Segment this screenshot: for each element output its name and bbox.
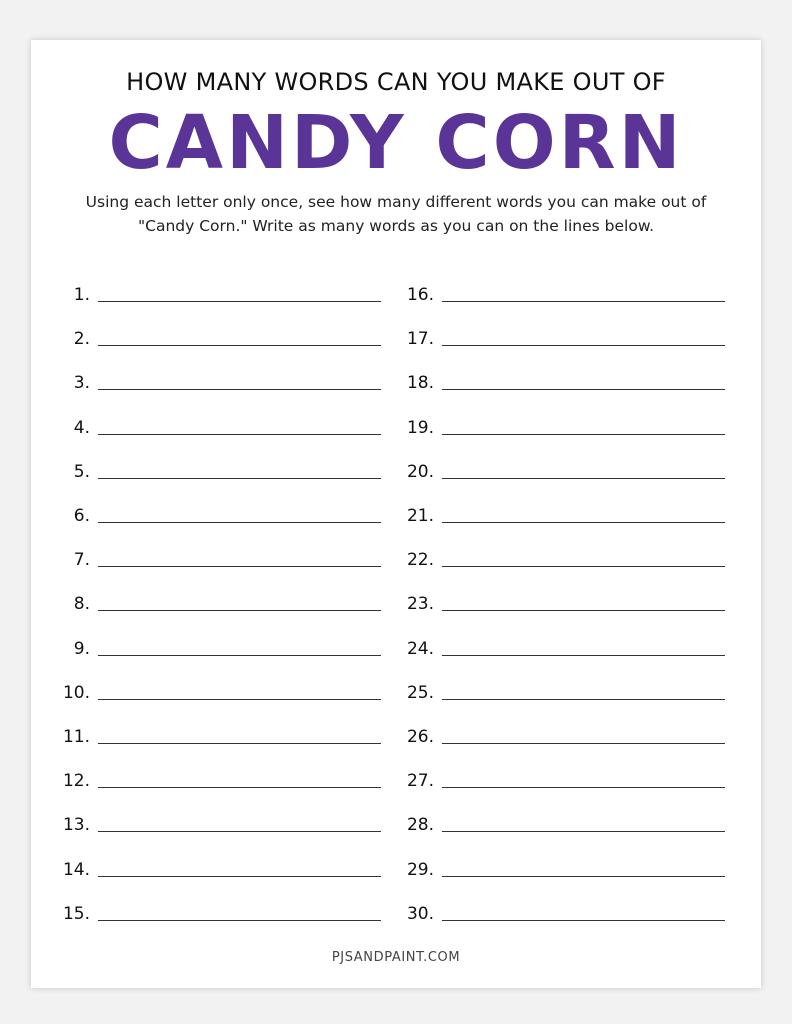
answer-row xyxy=(50,413,390,443)
answer-number: 3. xyxy=(73,373,90,394)
answer-number: 1. xyxy=(73,285,90,305)
answer-number: 10. xyxy=(62,682,90,703)
answer-number: 13. xyxy=(62,815,90,836)
answer-line[interactable] xyxy=(98,610,381,611)
answer-row xyxy=(50,899,390,929)
answer-line[interactable] xyxy=(98,699,381,700)
answer-number: 8. xyxy=(73,594,90,615)
answer-number: 14. xyxy=(62,859,90,880)
answer-line[interactable] xyxy=(98,743,381,744)
answer-row xyxy=(394,324,734,354)
answer-number: 18. xyxy=(406,373,434,394)
answer-number: 11. xyxy=(62,727,90,747)
answer-line[interactable] xyxy=(442,434,725,435)
answer-row xyxy=(50,810,390,840)
instructions xyxy=(71,190,721,238)
answer-line[interactable] xyxy=(98,655,381,656)
answer-row xyxy=(394,413,734,443)
answer-row xyxy=(50,589,390,619)
answer-row xyxy=(50,324,390,354)
answer-row xyxy=(394,634,734,664)
answer-line[interactable] xyxy=(442,699,725,700)
answer-number: 27. xyxy=(406,771,434,792)
answer-number: 2. xyxy=(73,329,90,350)
answer-number: 28. xyxy=(406,815,434,836)
answer-row xyxy=(50,368,390,398)
answer-row xyxy=(50,855,390,885)
answer-line[interactable] xyxy=(98,301,381,302)
answer-line[interactable] xyxy=(98,831,381,832)
answer-row xyxy=(50,634,390,664)
answer-row xyxy=(394,855,734,885)
answer-row xyxy=(50,545,390,575)
answer-line[interactable] xyxy=(98,787,381,788)
answer-line[interactable] xyxy=(442,478,725,479)
answer-line[interactable] xyxy=(98,566,381,567)
answer-line[interactable] xyxy=(98,434,381,435)
answer-number: 25. xyxy=(406,682,434,703)
answer-line[interactable] xyxy=(442,301,725,302)
answer-line[interactable] xyxy=(442,787,725,788)
worksheet-heading: HOW MANY WORDS CAN YOU MAKE OUT OF xyxy=(126,68,666,96)
answer-line[interactable] xyxy=(442,831,725,832)
answer-row xyxy=(50,678,390,708)
answer-row xyxy=(394,457,734,487)
answer-line[interactable] xyxy=(442,743,725,744)
answer-line[interactable] xyxy=(98,389,381,390)
answer-row xyxy=(394,899,734,929)
answer-number: 24. xyxy=(406,638,434,659)
answer-number: 9. xyxy=(73,638,90,659)
answer-row xyxy=(394,589,734,619)
answer-row xyxy=(50,766,390,796)
answer-number: 22. xyxy=(406,550,434,571)
answer-row xyxy=(394,722,734,752)
answer-number: 21. xyxy=(406,506,434,526)
answer-line[interactable] xyxy=(442,522,725,523)
answer-line[interactable] xyxy=(98,876,381,877)
answer-row xyxy=(50,280,390,310)
answer-line[interactable] xyxy=(442,610,725,611)
answer-line[interactable] xyxy=(442,920,725,921)
answer-number: 7. xyxy=(73,550,90,571)
instructions-line-2: "Candy Corn." Write as many words as you can on the lines below. xyxy=(138,217,654,235)
answer-line[interactable] xyxy=(98,478,381,479)
answer-line[interactable] xyxy=(442,389,725,390)
answer-number: 15. xyxy=(62,903,90,924)
answer-number: 26. xyxy=(406,727,434,747)
answer-number: 19. xyxy=(406,417,434,438)
answer-number: 5. xyxy=(73,461,90,482)
answer-row xyxy=(394,766,734,796)
answer-number: 6. xyxy=(73,506,90,526)
answer-line[interactable] xyxy=(442,876,725,877)
footer-site: PJSANDPAINT.COM xyxy=(331,950,461,965)
answer-number: 20. xyxy=(406,461,434,482)
answer-number: 17. xyxy=(406,329,434,350)
answer-line[interactable] xyxy=(98,522,381,523)
answer-number: 29. xyxy=(406,859,434,880)
answer-line[interactable] xyxy=(442,345,725,346)
answer-number: 23. xyxy=(406,594,434,615)
worksheet-page xyxy=(31,40,761,988)
answer-number: 12. xyxy=(62,771,90,792)
answer-row xyxy=(50,457,390,487)
answer-row xyxy=(394,678,734,708)
answer-line[interactable] xyxy=(98,345,381,346)
answer-row xyxy=(394,501,734,531)
answer-line[interactable] xyxy=(98,920,381,921)
answer-row xyxy=(394,810,734,840)
worksheet-title: CANDY CORN xyxy=(108,100,684,186)
answer-number: 30. xyxy=(406,903,434,924)
answer-number: 16. xyxy=(406,285,434,305)
answer-line[interactable] xyxy=(442,566,725,567)
answer-number: 4. xyxy=(73,417,90,438)
answer-row xyxy=(394,368,734,398)
answer-row xyxy=(394,545,734,575)
instructions-line-1: Using each letter only once, see how many different words you can make out of xyxy=(85,193,707,211)
answer-row xyxy=(50,501,390,531)
answer-row xyxy=(50,722,390,752)
answer-row xyxy=(394,280,734,310)
answer-line[interactable] xyxy=(442,655,725,656)
